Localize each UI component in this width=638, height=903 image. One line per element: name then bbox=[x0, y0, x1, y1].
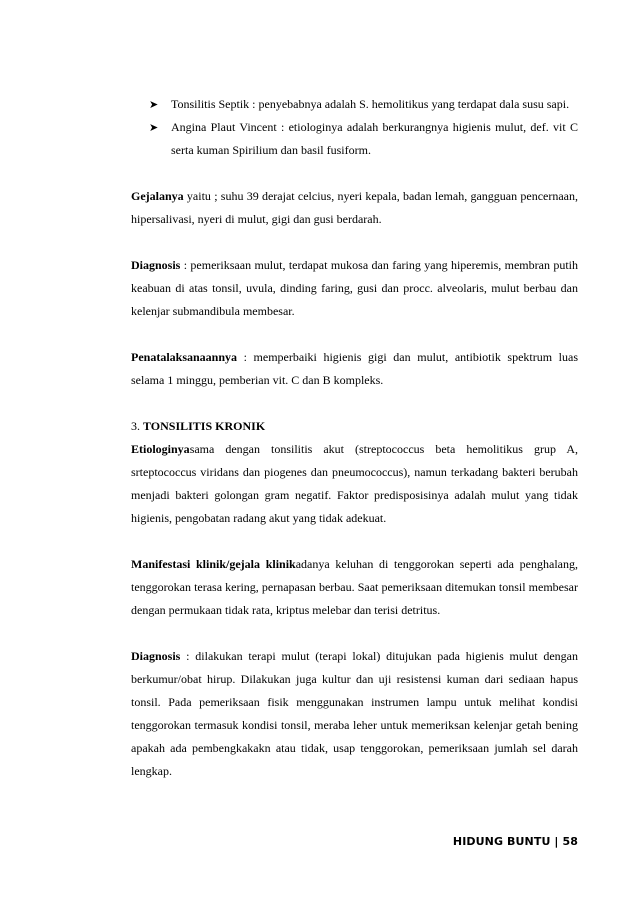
page-footer bbox=[400, 835, 578, 848]
page-number: 58 bbox=[562, 835, 578, 848]
page-content bbox=[131, 93, 578, 783]
penatalaksanaan-paragraph bbox=[131, 346, 578, 392]
diagnosis-paragraph bbox=[131, 254, 578, 323]
section-heading bbox=[131, 415, 578, 438]
penatalaksanaan-text: : memperbaiki higienis gigi dan mulut, antibiotik spektrum luas selama 1 minggu, pemberian vit. C dan B kompleks. bbox=[131, 350, 578, 387]
diagnosis-kronik-paragraph bbox=[131, 645, 578, 783]
list-item bbox=[149, 93, 578, 116]
footer-separator: | bbox=[550, 835, 563, 848]
arrow-bullet-icon: ➤ bbox=[149, 98, 159, 111]
manifestasi-text: adanya keluhan di tenggorokan seperti ada penghalang, tenggorokan terasa kering, pernapasan berbau. Saat pemeriksaan ditemukan tonsil membesar dengan permukaan tidak rata, kriptus melebar dan terisi detritus. bbox=[131, 557, 578, 617]
etiologi-label: Etiologinya bbox=[131, 442, 190, 456]
gejala-paragraph bbox=[131, 185, 578, 231]
footer-title: HIDUNG BUNTU bbox=[452, 835, 551, 848]
gejala-text: yaitu ; suhu 39 derajat celcius, nyeri kepala, badan lemah, gangguan pencernaan, hipersalivasi, nyeri di mulut, gigi dan gusi berdarah. bbox=[131, 189, 578, 226]
section-number: 3. bbox=[131, 419, 143, 433]
list-item bbox=[149, 116, 578, 162]
section-title: TONSILITIS KRONIK bbox=[143, 419, 266, 433]
gejala-label: Gejalanya bbox=[131, 189, 184, 203]
bullet-text: Tonsilitis Septik : penyebabnya adalah S. hemolitikus yang terdapat dala susu sapi. bbox=[171, 97, 570, 111]
etiologi-paragraph bbox=[131, 438, 578, 530]
manifestasi-paragraph bbox=[131, 553, 578, 622]
arrow-bullet-icon: ➤ bbox=[149, 121, 159, 134]
diagnosis-kronik-label: Diagnosis bbox=[131, 649, 181, 663]
diagnosis-kronik-text: : dilakukan terapi mulut (terapi lokal) ditujukan pada higienis mulut dengan berkumur/obat hirup. Dilakukan juga kultur dan uji resistensi kuman dari sediaan hapus tonsil. Pada pemeriksaan fisik menggunakan instrumen lampu untuk melihat kondisi tenggorokan termasuk kondisi tonsil, meraba leher untuk memeriksan kelenjar getah bening apakah ada pembengkakakn atau tidak, usap tenggorokan, pemeriksaan jumlah sel darah lengkap. bbox=[131, 649, 578, 778]
bullet-list bbox=[131, 93, 578, 162]
diagnosis-text: : pemeriksaan mulut, terdapat mukosa dan faring yang hiperemis, membran putih keabuan di atas tonsil, uvula, dinding faring, gusi dan procc. alveolaris, mulut berbau dan kelenjar submandibula membesar. bbox=[131, 258, 578, 318]
penatalaksanaan-label: Penatalaksanaannya bbox=[131, 350, 238, 364]
diagnosis-label: Diagnosis bbox=[131, 258, 181, 272]
etiologi-text: sama dengan tonsilitis akut (streptococcus beta hemolitikus grup A, srteptococcus viridans dan piogenes dan pneumococcus), namun terkadang bakteri berubah menjadi bakteri golongan gram negatif. Faktor predisposisinya adalah mulut yang tidak higienis, pengobatan radang akut yang tidak adekuat. bbox=[131, 442, 578, 525]
manifestasi-label: Manifestasi klinik/gejala klinik bbox=[131, 557, 296, 571]
bullet-text: Angina Plaut Vincent : etiologinya adalah berkurangnya higienis mulut, def. vit C serta kuman Spirilium dan basil fusiform. bbox=[171, 120, 578, 157]
